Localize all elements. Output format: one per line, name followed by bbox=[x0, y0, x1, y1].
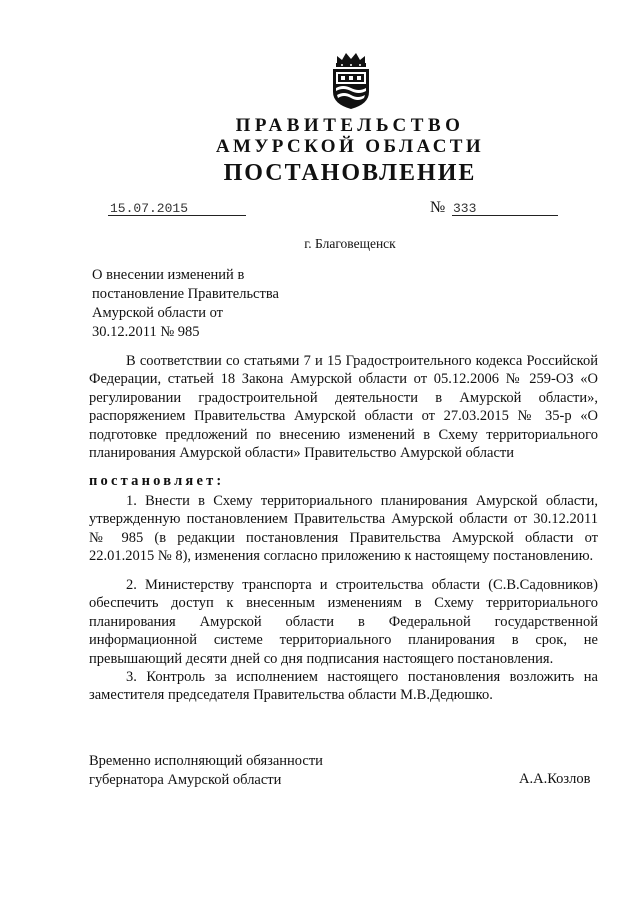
signer-name: А.А.Козлов bbox=[519, 771, 591, 787]
signer-position bbox=[89, 752, 323, 790]
document-type-title: ПОСТАНОВЛЕНИЕ bbox=[223, 160, 477, 186]
region-title: АМУРСКОЙ ОБЛАСТИ bbox=[215, 136, 485, 157]
document-subject bbox=[92, 266, 332, 342]
city-line: г. Благовещенск bbox=[304, 236, 396, 251]
decree-word: постановляет: bbox=[89, 473, 225, 489]
number-sign: № bbox=[430, 199, 446, 216]
item-2-paragraph: 2. Министерству транспорта и строительства области (С.В.Садовников) обеспечить доступ к внесенным изменениям в Схему территориального планирования Амурской области в Федеральной государственной информационной системе территориального планирования в срок, не превышающий десяти дней со дня подписания настоящего постановления. bbox=[89, 577, 598, 667]
date-underline bbox=[108, 215, 246, 216]
number-underline bbox=[452, 215, 558, 216]
subject-line: Амурской области от bbox=[92, 305, 224, 321]
document-number: 333 bbox=[453, 201, 477, 216]
signer-position-line: губернатора Амурской области bbox=[89, 772, 282, 788]
signer-position-line: Временно исполняющий обязанности bbox=[89, 753, 323, 769]
subject-line: 30.12.2011 № 985 bbox=[92, 324, 200, 340]
preamble-paragraph: В соответствии со статьями 7 и 15 Градостроительного кодекса Российской Федерации, статьей 18 Закона Амурской области от 05.12.2006 № 259-ОЗ «О регулировании градостроительной деятельности в Амурской области», распоряжением Правительства Амурской области от 27.03.2015 № 35-р «О подготовке предложений по внесению изменений в Схему территориального планирования Амурской области» Правительство Амурской области bbox=[89, 353, 598, 462]
item-3-paragraph: 3. Контроль за исполнением настоящего постановления возложить на заместителя председателя Правительства области М.В.Дедюшко. bbox=[89, 669, 598, 704]
subject-line: О внесении изменений в bbox=[92, 267, 245, 283]
item-1-paragraph: 1. Внести в Схему территориального планирования Амурской области, утвержденную постановлением Правительства Амурской области от 30.12.2011 № 985 (в редакции постановления Правительства Амурской области от 22.01.2015 № 8), изменения согласно приложению к настоящему постановлению. bbox=[89, 493, 598, 565]
subject-line: постановление Правительства bbox=[92, 286, 279, 302]
document-date: 15.07.2015 bbox=[110, 201, 189, 216]
government-title: ПРАВИТЕЛЬСТВО bbox=[235, 115, 465, 136]
coat-of-arms-emblem bbox=[329, 52, 373, 110]
